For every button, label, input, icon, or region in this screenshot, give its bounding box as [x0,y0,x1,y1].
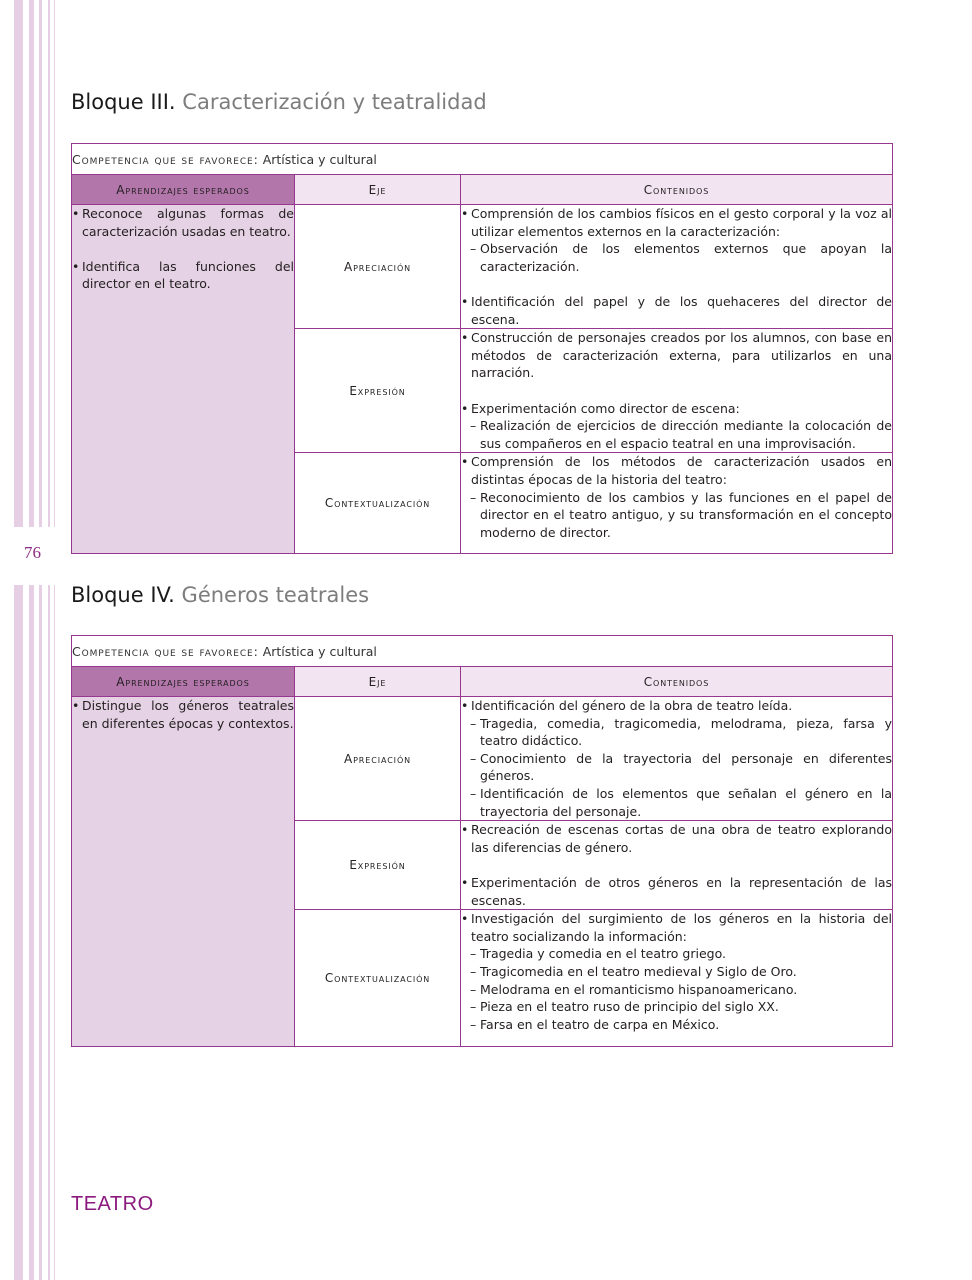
contenido-subitem: – Observación de los elementos externos que apoyan la caracterización. [461,240,892,275]
eje-name: Apreciación [295,697,461,821]
contenido-item: • Investigación del surgimiento de los géneros en la historia del teatro socializando la información: [461,910,892,945]
contenido-item: • Comprensión de los métodos de caracterización usados en distintas épocas de la historia del teatro: [461,453,892,488]
contenido-subitem: – Farsa en el teatro de carpa en México. [461,1016,892,1034]
contenido-subitem: – Realización de ejercicios de dirección mediante la colocación de sus compañeros en el espacio teatral en una improvisación. [461,417,892,452]
eje-row [72,697,893,821]
contenido-item: • Construcción de personajes creados por los alumnos, con base en métodos de caracterización externa, para utilizarlos en una narración. [461,329,892,382]
block-table [71,635,893,1047]
eje-name: Expresión [295,821,461,910]
competencia-label: Competencia que se favorece: [72,151,259,167]
contenido-item: • Identificación del género de la obra de teatro leída. [461,697,892,715]
contenido-item: • Recreación de escenas cortas de una obra de teatro explorando las diferencias de género. [461,821,892,856]
competencia-label: Competencia que se favorece: [72,643,259,659]
aprendizaje-item: • Identifica las funciones del director en el teatro. [72,258,294,293]
competencia-value: Artística y cultural [262,151,377,167]
contenidos-cell [461,453,893,554]
eje-name: Contextualización [295,910,461,1047]
block-title-lead: Bloque IV. [71,583,175,607]
aprendizajes-cell [72,697,295,1047]
aprendizaje-item: • Reconoce algunas formas de caracterización usadas en teatro. [72,205,294,240]
contenido-item: • Comprensión de los cambios físicos en el gesto corporal y la voz al utilizar elementos externos en la caracterización: [461,205,892,240]
header-aprendizajes: Aprendizajes esperados [72,667,295,697]
contenido-item: • Experimentación de otros géneros en la representación de las escenas. [461,874,892,909]
contenidos-cell [461,329,893,453]
block-title-rest: Caracterización y teatralidad [182,90,487,114]
eje-row [72,205,893,329]
contenido-subitem: – Pieza en el teatro ruso de principio del siglo XX. [461,998,892,1016]
contenido-subitem: – Reconocimiento de los cambios y las funciones en el papel de director en el teatro antiguo, y su transformación en el concepto moderno de director. [461,489,892,542]
eje-name: Contextualización [295,453,461,554]
contenidos-cell [461,205,893,329]
page-number: 76 [24,543,41,562]
contenido-item: • Experimentación como director de escena: [461,400,892,418]
contenidos-cell [461,910,893,1047]
block-table [71,143,893,554]
contenido-subitem: – Tragedia y comedia en el teatro griego. [461,945,892,963]
header-row [72,667,893,697]
block-title [71,90,487,114]
contenidos-cell [461,697,893,821]
block-title-lead: Bloque III. [71,90,176,114]
footer-subject: TEATRO [71,1193,154,1215]
contenido-item: • Identificación del papel y de los quehaceres del director de escena. [461,293,892,328]
competencia-row [72,144,893,175]
competencia-row [72,636,893,667]
eje-name: Expresión [295,329,461,453]
header-eje: Eje [295,175,461,205]
contenido-subitem: – Conocimiento de la trayectoria del personaje en diferentes géneros. [461,750,892,785]
block-title-rest: Géneros teatrales [181,583,370,607]
eje-name: Apreciación [295,205,461,329]
contenido-subitem: – Identificación de los elementos que señalan el género en la trayectoria del personaje. [461,785,892,820]
header-contenidos: Contenidos [461,667,893,697]
competencia-value: Artística y cultural [262,643,377,659]
aprendizajes-cell [72,205,295,554]
header-row [72,175,893,205]
margin-stripes [0,0,60,1280]
header-aprendizajes: Aprendizajes esperados [72,175,295,205]
contenidos-cell [461,821,893,910]
contenido-subitem: – Melodrama en el romanticismo hispanoamericano. [461,981,892,999]
aprendizaje-item: • Distingue los géneros teatrales en diferentes épocas y contextos. [72,697,294,732]
contenido-subitem: – Tragicomedia en el teatro medieval y Siglo de Oro. [461,963,892,981]
contenido-subitem: – Tragedia, comedia, tragicomedia, melodrama, pieza, farsa y teatro didáctico. [461,715,892,750]
header-contenidos: Contenidos [461,175,893,205]
block-title [71,583,369,607]
header-eje: Eje [295,667,461,697]
